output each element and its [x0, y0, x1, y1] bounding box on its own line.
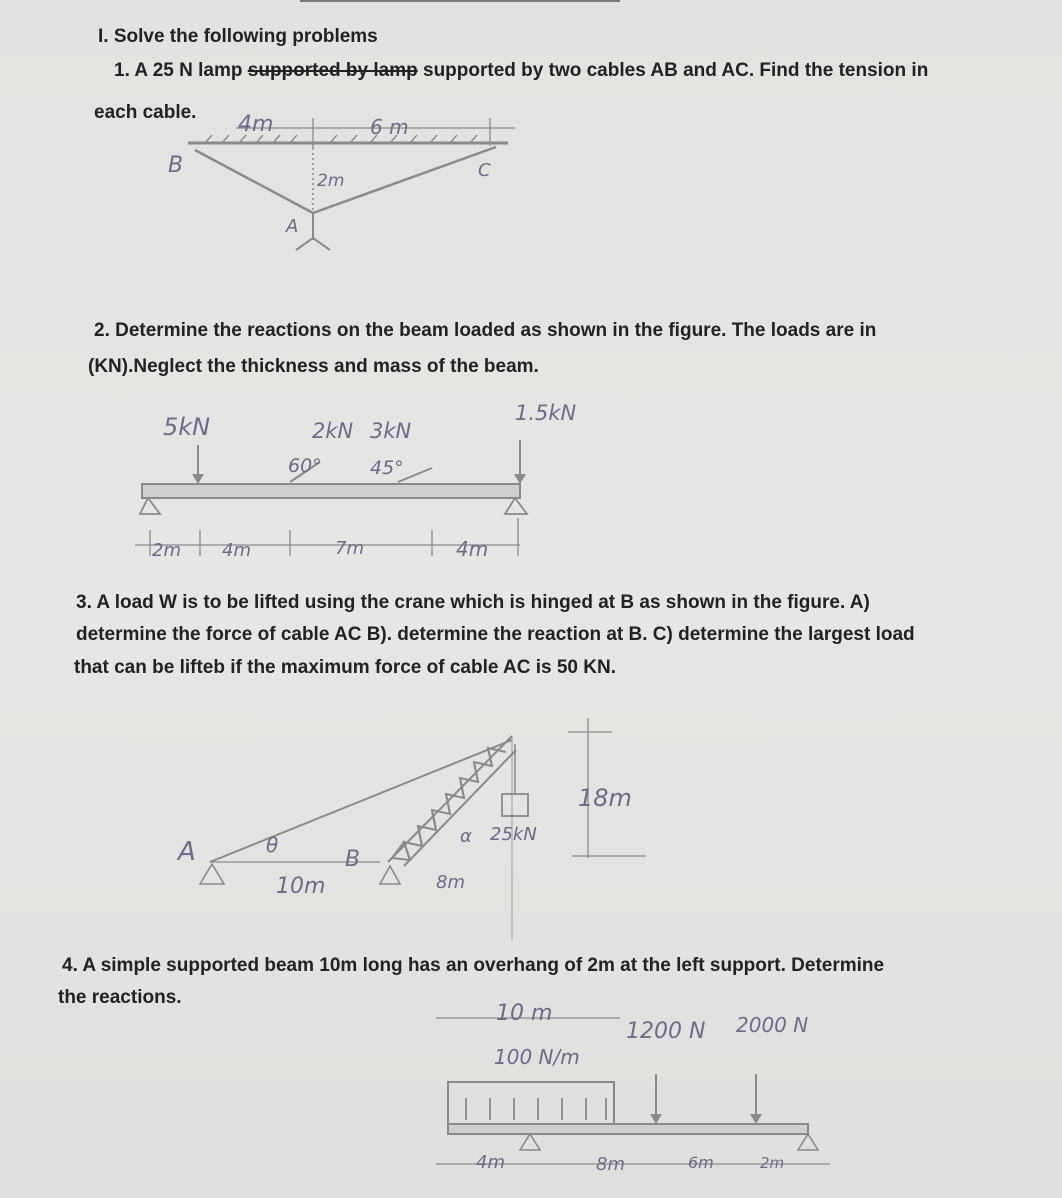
point-label-c: C: [478, 160, 491, 181]
problem-3-line-3: that can be lifteb if the maximum force of cable AC is 50 KN.: [74, 657, 616, 678]
arrowhead: [750, 1114, 762, 1124]
dim-label-8m: 8m: [436, 872, 465, 893]
load-block: [502, 794, 528, 816]
load-label-25kn: 25kN: [490, 824, 537, 845]
arrowhead: [514, 474, 526, 484]
problem-1-line-2: each cable.: [94, 102, 197, 123]
span-label-10m: 10 m: [496, 1001, 553, 1026]
span-label-7m: 7m: [335, 538, 364, 559]
roller-support-right: [505, 498, 527, 514]
arrowhead: [650, 1114, 662, 1124]
dim-label-10m: 10m: [276, 874, 326, 899]
problem-2-line-1: 2. Determine the reactions on the beam loaded as shown in the figure. The loads are in: [94, 320, 877, 341]
load-label-2kn: 2kN: [312, 419, 354, 443]
problem-3-line-2: determine the force of cable AC B). determine the reaction at B. C) determine the largest load: [76, 624, 915, 645]
load-label-2000n: 2000 N: [736, 1013, 809, 1037]
figure-2: [135, 401, 577, 561]
dim-label-2m: 2m: [317, 171, 345, 191]
support-left: [520, 1134, 540, 1150]
point-label-b: B: [345, 847, 361, 872]
figure-4: [436, 1001, 830, 1175]
point-label-b: B: [168, 153, 184, 178]
angle-label-45: 45°: [370, 457, 404, 479]
problem-4-line-2: the reactions.: [58, 987, 182, 1008]
dim-label-4m: 4m: [476, 1152, 505, 1173]
support-right: [798, 1134, 818, 1150]
load-label-1-5kn: 1.5kN: [515, 401, 577, 425]
span-label-4m-right: 4m: [456, 537, 489, 561]
beam: [142, 484, 520, 498]
figure-3: [176, 718, 646, 940]
problem-1-text-a: 1. A 25 N lamp: [114, 60, 248, 81]
arrowhead: [192, 474, 204, 484]
angle-alpha: α: [460, 826, 472, 847]
load-label-5kn: 5kN: [163, 413, 211, 441]
cable-ab: [195, 150, 313, 213]
udl-label: 100 N/m: [494, 1045, 580, 1069]
dim-label-8m: 8m: [596, 1154, 625, 1175]
dim-label-6m: 6m: [688, 1153, 714, 1172]
section-heading: I. Solve the following problems: [98, 26, 378, 47]
dim-label-4m: 4m: [238, 112, 274, 137]
dim-label-2m: 2m: [760, 1154, 785, 1172]
crane-boom: [388, 736, 516, 866]
problem-1-text-b: supported by two cables AB and AC. Find the tension in: [417, 60, 929, 81]
beam: [448, 1124, 808, 1134]
span-label-4m: 4m: [222, 540, 251, 561]
hinge-support-b: [380, 866, 400, 884]
problem-2-line-2: (KN).Neglect the thickness and mass of the beam.: [88, 356, 539, 377]
figure-1: [168, 112, 515, 250]
span-label-2m: 2m: [152, 540, 181, 561]
angle-label-60: 60°: [288, 455, 322, 477]
udl-arrows: [466, 1098, 606, 1120]
dim-label-18m: 18m: [578, 784, 632, 812]
point-label-a: A: [286, 216, 299, 237]
dim-label-6m: 6 m: [370, 115, 409, 139]
problem-4-line-1: 4. A simple supported beam 10m long has an overhang of 2m at the left support. Determine: [62, 955, 885, 976]
hinge-support-a: [200, 864, 224, 884]
load-label-1200n: 1200 N: [626, 1019, 706, 1044]
angle-theta: θ: [266, 833, 279, 857]
pin-support-left: [140, 498, 160, 514]
udl-block: [448, 1082, 614, 1124]
struck-text: supported by lamp: [247, 60, 418, 81]
load-label-3kn: 3kN: [370, 419, 412, 443]
problem-3-line-1: 3. A load W is to be lifted using the crane which is hinged at B as shown in the figure. A): [76, 592, 870, 613]
point-label-a: A: [178, 837, 196, 867]
